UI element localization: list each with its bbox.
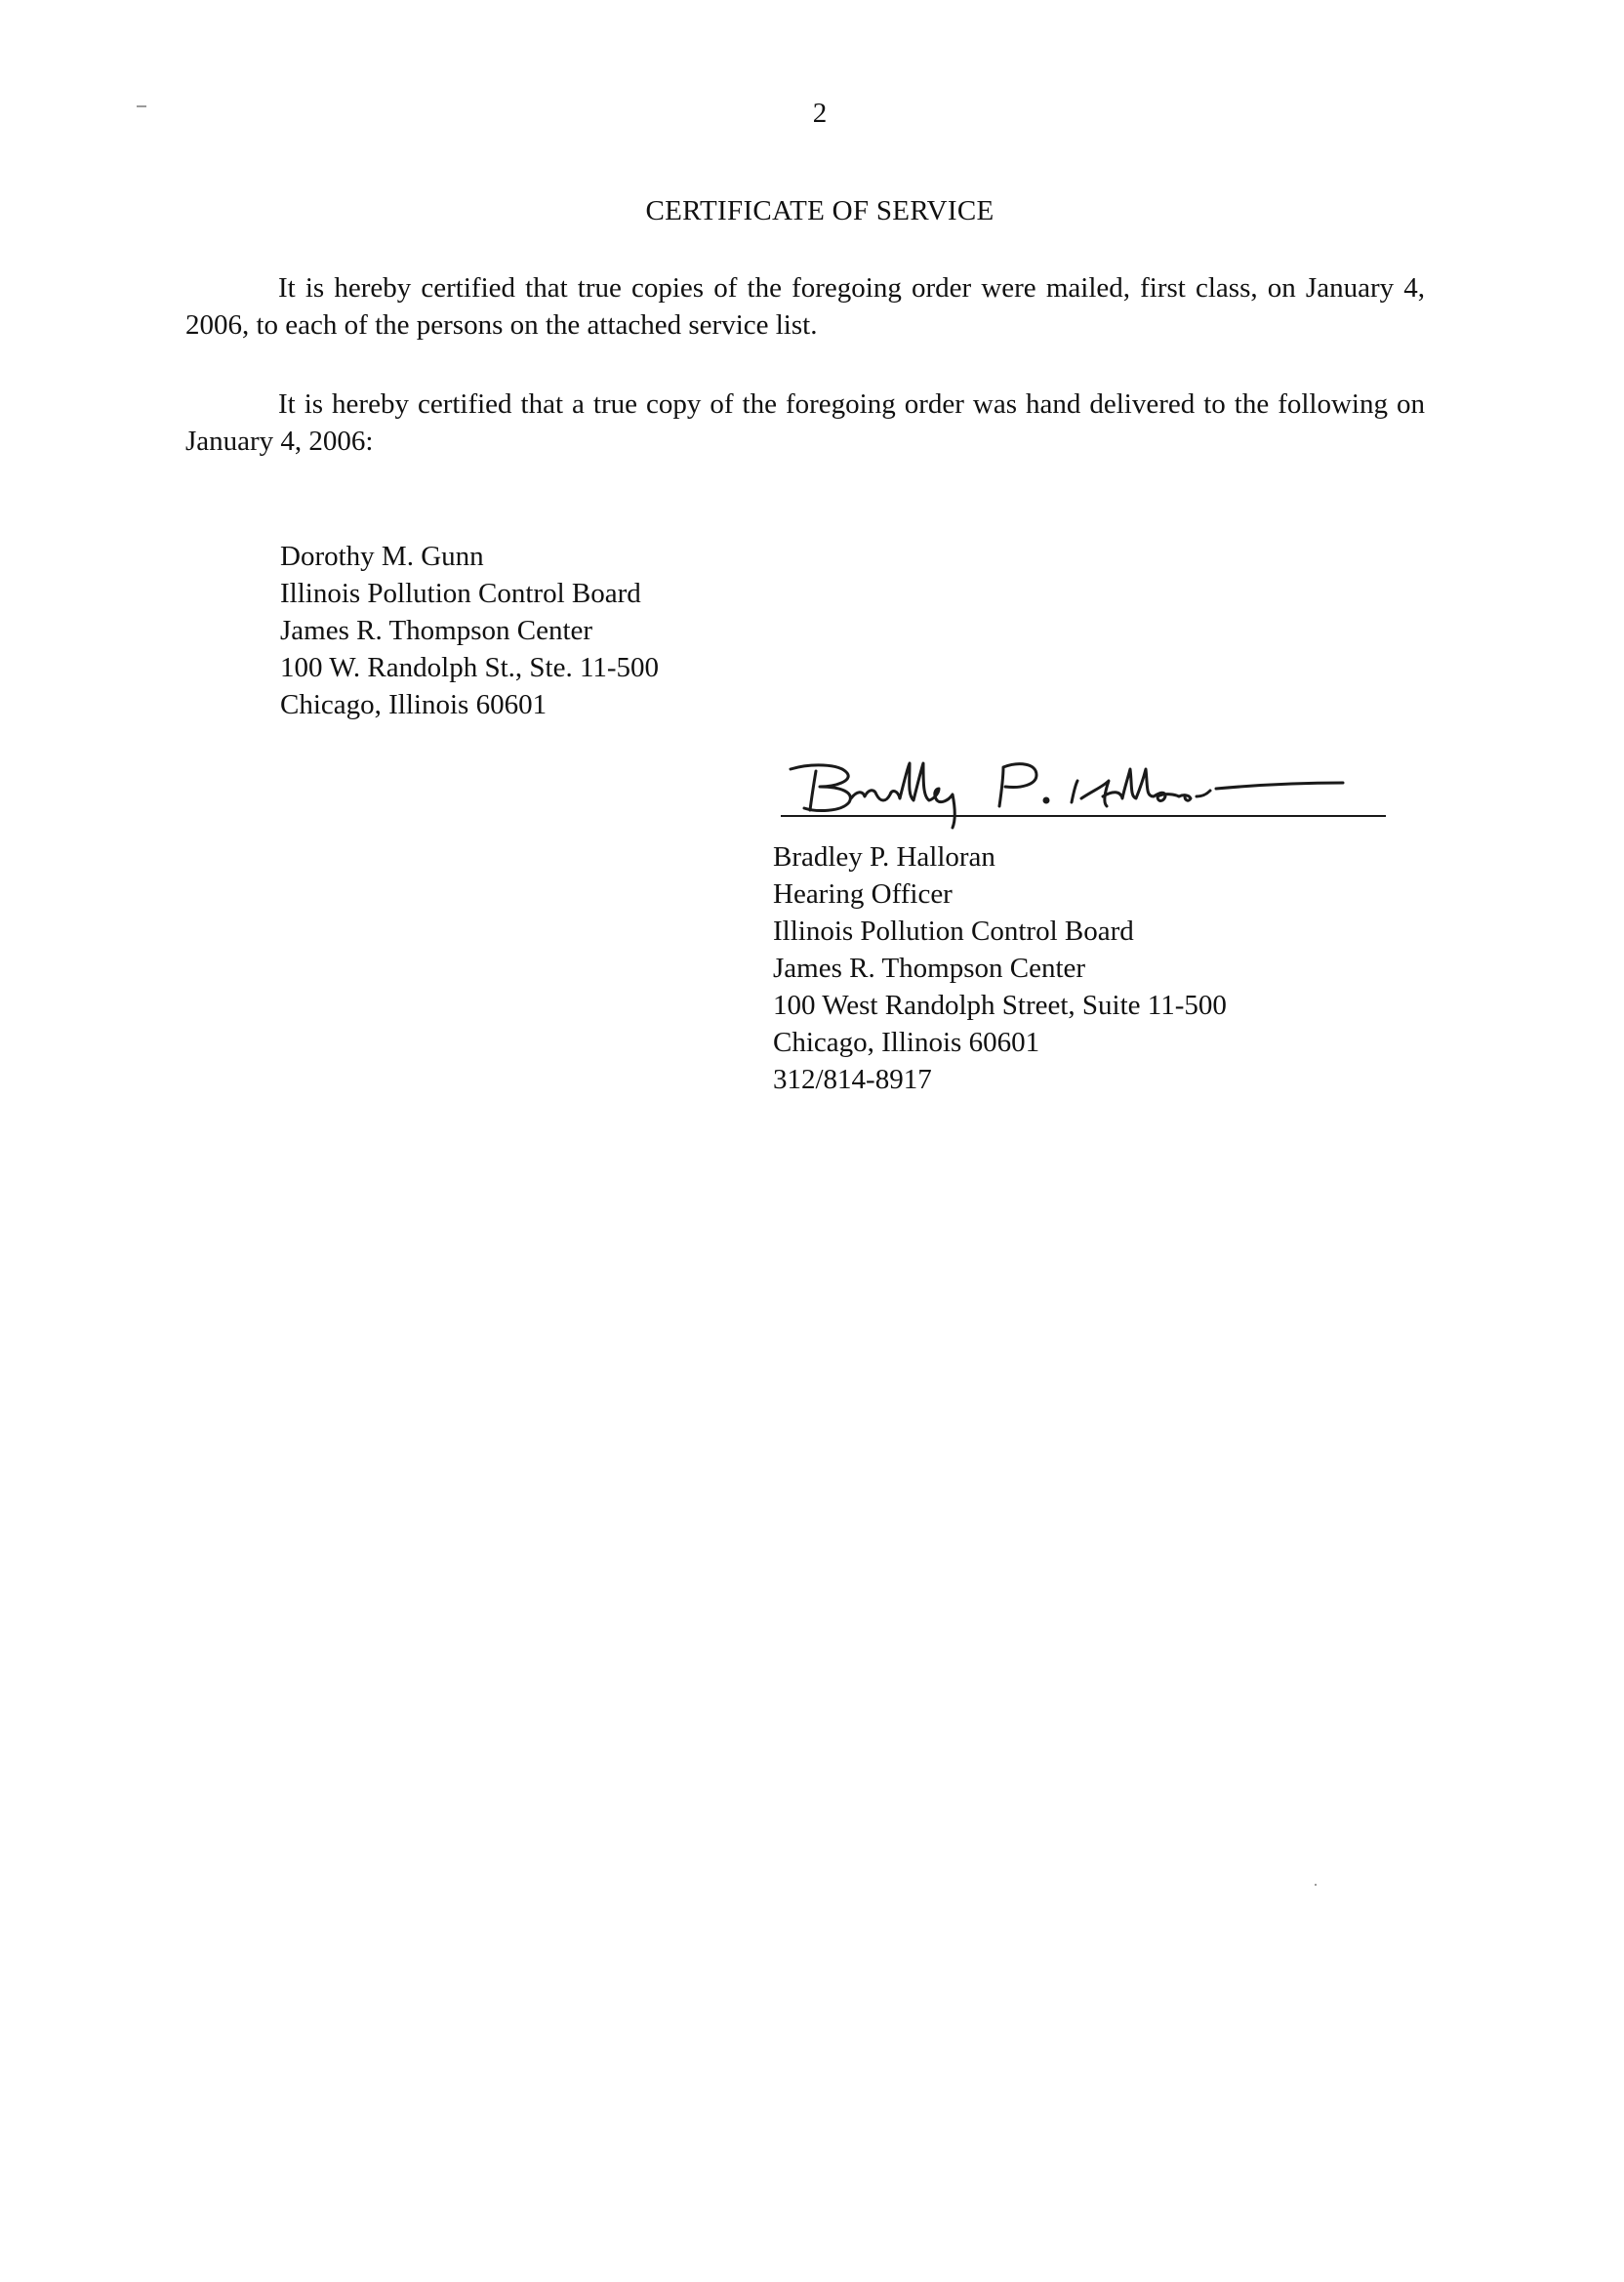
signer-block [773, 838, 1227, 1098]
recipient-name: Dorothy M. Gunn [280, 541, 484, 572]
signer-building: James R. Thompson Center [773, 953, 1086, 984]
scan-mark [1315, 1884, 1317, 1886]
page-number: 2 [812, 98, 828, 129]
recipient-city: Chicago, Illinois 60601 [280, 689, 548, 720]
signer-city: Chicago, Illinois 60601 [773, 1027, 1040, 1058]
signer-name: Bradley P. Halloran [773, 841, 995, 873]
recipient-organization: Illinois Pollution Control Board [280, 578, 641, 609]
recipient-street: 100 W. Randolph St., Ste. 11-500 [280, 652, 660, 683]
signer-street: 100 West Randolph Street, Suite 11-500 [773, 990, 1227, 1021]
hand-delivered-paragraph: It is hereby certified that a true copy of the foregoing order was hand delivered to the following on January 4, 2006: [185, 388, 1425, 457]
recipient-building: James R. Thompson Center [280, 615, 593, 646]
signer-title: Hearing Officer [773, 878, 953, 910]
handwritten-signature [771, 742, 1396, 830]
signer-phone: 312/814-8917 [773, 1064, 932, 1095]
certificate-title: CERTIFICATE OF SERVICE [645, 195, 995, 226]
signer-organization: Illinois Pollution Control Board [773, 916, 1134, 947]
mailed-paragraph: It is hereby certified that true copies of the foregoing order were mailed, first class, on January 4, 2006, to each of the persons on the attached service list. [185, 272, 1425, 341]
signature-drawing [771, 742, 1396, 830]
recipient-address [280, 538, 659, 723]
